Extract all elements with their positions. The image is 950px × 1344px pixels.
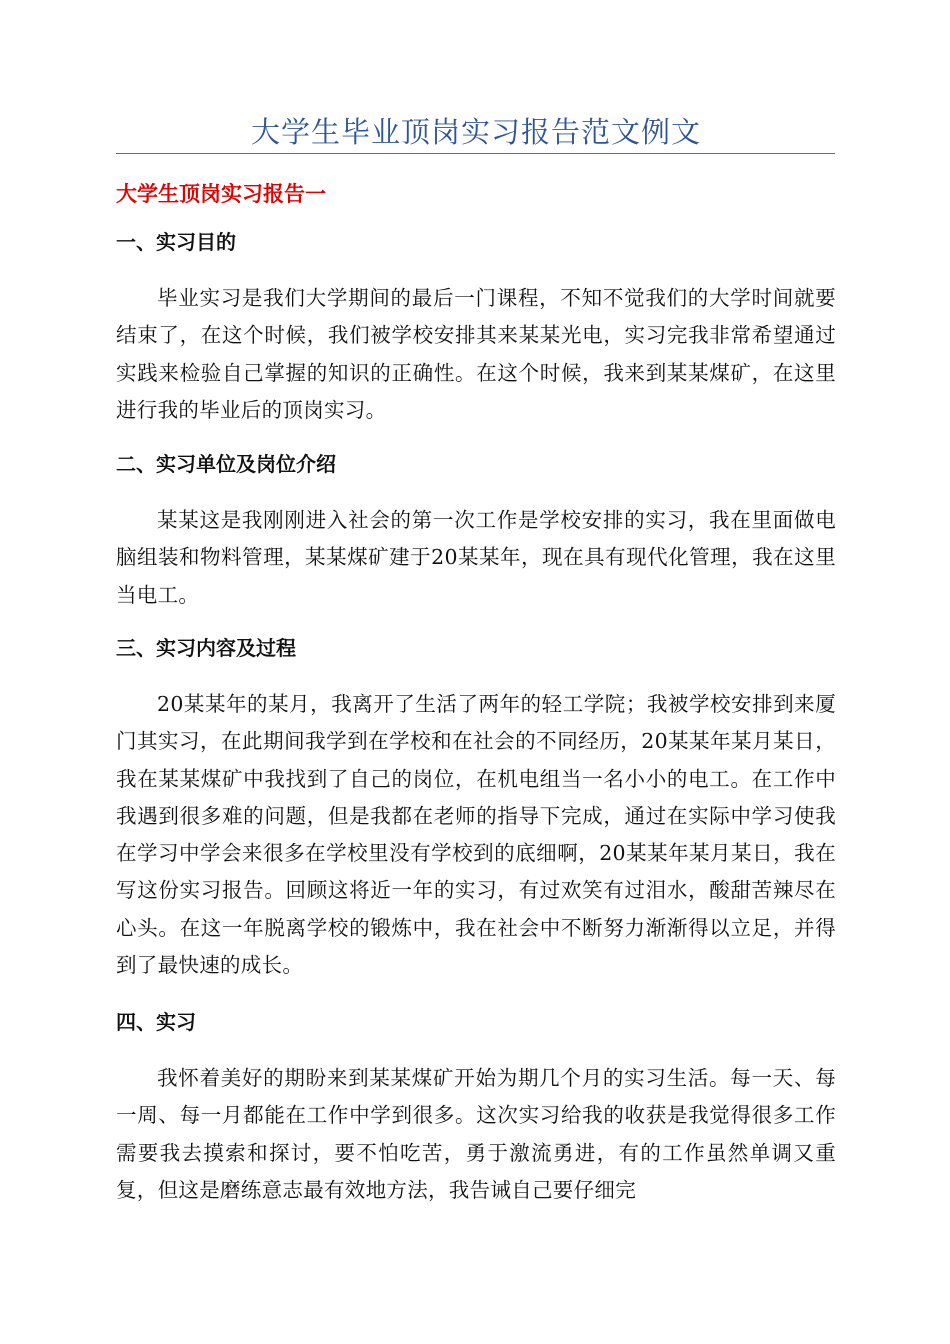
section-heading: 一、实习目的: [116, 230, 236, 254]
title-underline: [116, 153, 835, 154]
section-paragraph: 毕业实习是我们大学期间的最后一门课程，不知不觉我们的大学时间就要结束了，在这个时候，我们被学校安排其来某某光电，实习完我非常希望通过实践来检验自己掌握的知识的正确性。在这个时候，我来到某某煤矿，在这里进行我的毕业后的顶岗实习。: [116, 286, 836, 422]
section-content-process: [116, 632, 836, 984]
section-heading: 四、实习: [116, 1010, 196, 1034]
document-title: 大学生毕业顶岗实习报告范文例文: [250, 115, 701, 149]
section-paragraph: 我怀着美好的期盼来到某某煤矿开始为期几个月的实习生活。每一天、每一周、每一月都能在工作中学到很多。这次实习给我的收获是我觉得很多工作需要我去摸索和探讨，要不怕吃苦，勇于激流勇进，有的工作虽然单调又重复，但这是磨练意志最有效地方法，我告诫自己要仔细完: [116, 1066, 836, 1202]
section-paragraph: 20某某年的某月，我离开了生活了两年的轻工学院；我被学校安排到来厦门其实习，在此期间我学到在学校和在社会的不同经历，20某某年某月某日，我在某某煤矿中我找到了自己的岗位，在机电组当一名小小的电工。在工作中我遇到很多难的问题，但是我都在老师的指导下完成，通过在实际中学习使我在学习中学会来很多在学校里没有学校到的底细啊，20某某年某月某日，我在写这份实习报告。回顾这将近一年的实习，有过欢笑有过泪水，酸甜苦辣尽在心头。在这一年脱离学校的锻炼中，我在社会中不断努力渐渐得以立足，并得到了最快速的成长。: [116, 692, 836, 978]
section-unit-intro: [116, 448, 836, 614]
section-heading: 三、实习内容及过程: [116, 636, 296, 660]
report-heading: 大学生顶岗实习报告一: [116, 182, 326, 206]
section-purpose: [116, 226, 836, 429]
section-heading: 二、实习单位及岗位介绍: [116, 452, 336, 476]
section-paragraph: 某某这是我刚刚进入社会的第一次工作是学校安排的实习，我在里面做电脑组装和物料管理，某某煤矿建于20某某年，现在具有现代化管理，我在这里当电工。: [116, 508, 836, 607]
section-internship: [116, 1006, 836, 1209]
